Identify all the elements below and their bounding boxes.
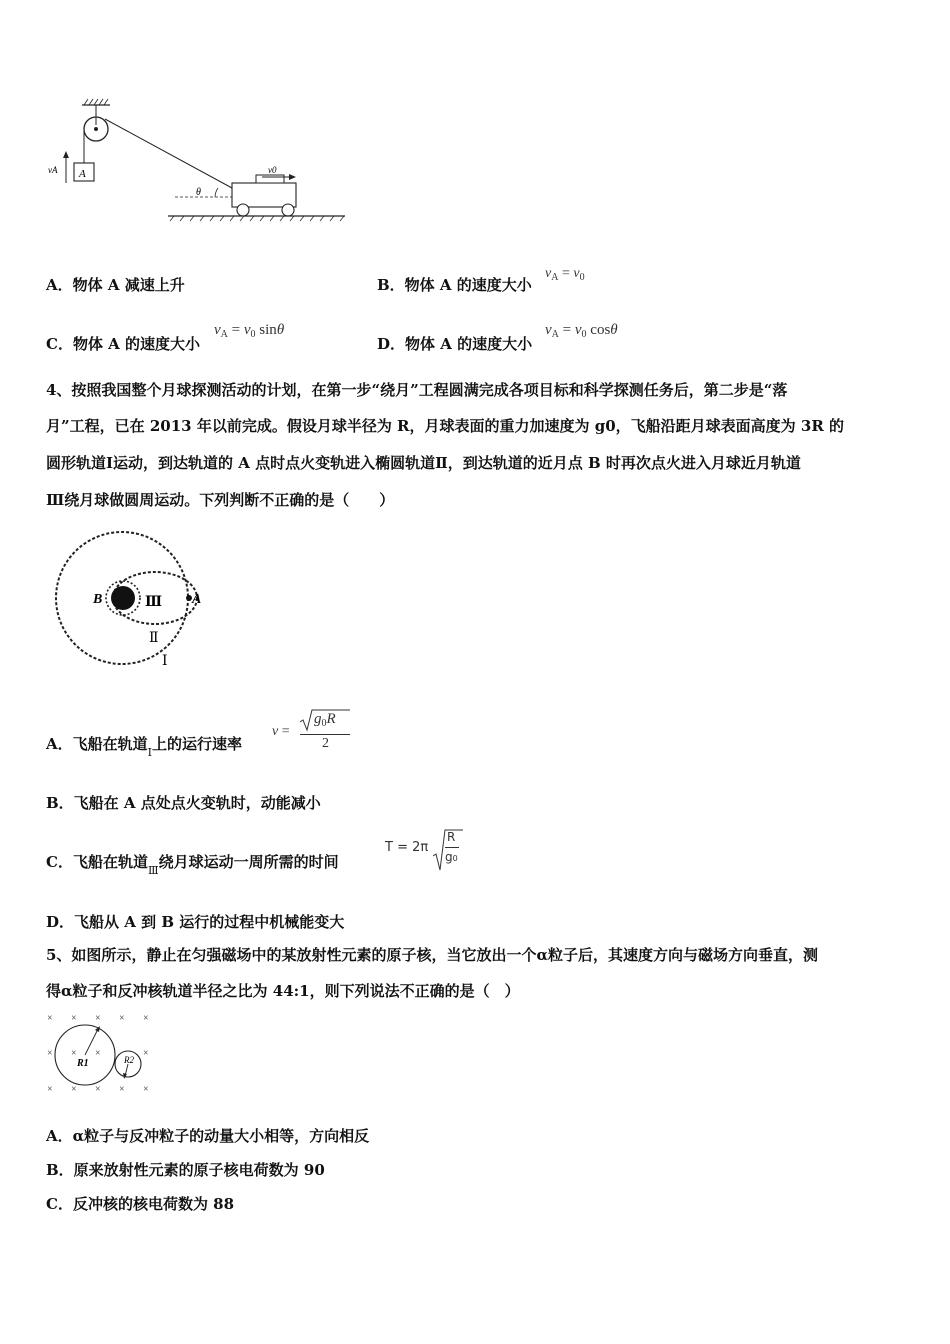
q5-stem-line2: 得α粒子和反冲核轨道半径之比为 44:1，则下列说法不正确的是（ ） [46, 982, 520, 1000]
moon [111, 586, 135, 610]
svg-text:×: × [119, 1013, 125, 1024]
pulley-car-figure [40, 95, 360, 230]
label-i: Ⅰ [162, 654, 168, 669]
q4-option-d[interactable]: D．飞船从 A 到 B 运行的过程中机械能变大 [46, 913, 345, 931]
q3-option-b[interactable] [377, 274, 532, 295]
label-a: A [79, 168, 86, 180]
svg-text:×: × [143, 1048, 149, 1059]
svg-text:×: × [119, 1084, 125, 1095]
q4-stem-line2: 月”工程，已在 2013 年以前完成。假设月球半径为 R，月球表面的重力加速度为 g0，飞船沿距月球表面高度为 3R 的 [46, 417, 845, 435]
svg-text:×: × [143, 1013, 149, 1024]
svg-text:×: × [71, 1084, 77, 1095]
q5-option-b[interactable]: B．原来放射性元素的原子核电荷数为 90 [46, 1161, 325, 1179]
svg-text:×: × [71, 1048, 77, 1059]
q4-formula-c: T = 2π R g0 [385, 826, 475, 874]
label-v0: v0 [268, 165, 277, 175]
label-theta: θ [196, 187, 201, 198]
svg-text:×: × [47, 1084, 53, 1095]
q4-option-a-sub: Ⅰ [147, 746, 152, 759]
q4-stem-line1: 4、按照我国整个月球探测活动的计划，在第一步“绕月”工程圆满完成各项目标和科学探测任务后，第二步是“落 [46, 381, 788, 399]
svg-text:×: × [47, 1048, 53, 1059]
svg-text:×: × [95, 1013, 101, 1024]
q4-option-c-sub: Ⅲ [147, 864, 159, 877]
label-r1: R1 [77, 1058, 89, 1069]
q4-formula-a: v = $g_0R$ 2 [272, 706, 372, 756]
svg-text:×: × [143, 1084, 149, 1095]
q4-stem-line4: Ⅲ绕月球做圆周运动。下列判断不正确的是（ ） [46, 491, 395, 509]
label-b: B [93, 592, 103, 607]
q4-option-b[interactable]: B．飞船在 A 点处点火变轨时，动能减小 [46, 794, 321, 812]
q3-option-c[interactable] [46, 333, 200, 354]
q5-option-c[interactable]: C．反冲核的核电荷数为 88 [46, 1195, 235, 1213]
car-body [232, 183, 296, 207]
q4-stem-line3: 圆形轨道Ⅰ运动，到达轨道的 A 点时点火变轨进入椭圆轨道Ⅱ，到达轨道的近月点 B 时再次点火进入月球近月轨道 [46, 454, 801, 472]
svg-text:×: × [47, 1013, 53, 1024]
q3-formula-b: $v_A = v_0$ [545, 266, 585, 283]
q3-option-b-text: B．物体 A 的速度大小 [377, 276, 532, 294]
orbit-figure [50, 525, 230, 675]
label-ii: Ⅱ [149, 631, 159, 646]
q3-option-d-text: D．物体 A 的速度大小 [377, 335, 533, 353]
svg-text:×: × [95, 1084, 101, 1095]
q4-option-a-pre: A．飞船在轨道 [46, 735, 148, 753]
q4-option-c[interactable] [46, 851, 339, 877]
q4-option-a[interactable] [46, 733, 242, 759]
q5-stem-line1: 5、如图所示，静止在匀强磁场中的某放射性元素的原子核，当它放出一个α粒子后，其速度方向与磁场方向垂直，测 [46, 946, 818, 964]
magnetic-field-figure [40, 1010, 165, 1098]
q3-formula-d: $v_A = v_0$ cosθ [545, 322, 618, 340]
svg-text:×: × [95, 1048, 101, 1059]
q5-option-a[interactable]: A．α粒子与反冲粒子的动量大小相等，方向相反 [46, 1127, 370, 1145]
svg-text:×: × [71, 1013, 77, 1024]
label-r2: R2 [124, 1055, 134, 1065]
q4-option-c-pre: C．飞船在轨道 [46, 853, 148, 871]
q4-option-c-post: 绕月球运动一周所需的时间 [158, 853, 339, 871]
label-iii: Ⅲ [145, 595, 163, 610]
q3-option-c-text: C．物体 A 的速度大小 [46, 335, 201, 353]
q4-option-a-post: 上的运行速率 [152, 735, 243, 753]
label-a: A [192, 592, 202, 607]
q3-option-a[interactable]: A．物体 A 减速上升 [46, 276, 185, 294]
label-va: vA [48, 165, 58, 175]
q3-option-d[interactable] [377, 333, 532, 354]
q3-formula-c: $v_A = v_0$ sinθ [214, 322, 285, 340]
